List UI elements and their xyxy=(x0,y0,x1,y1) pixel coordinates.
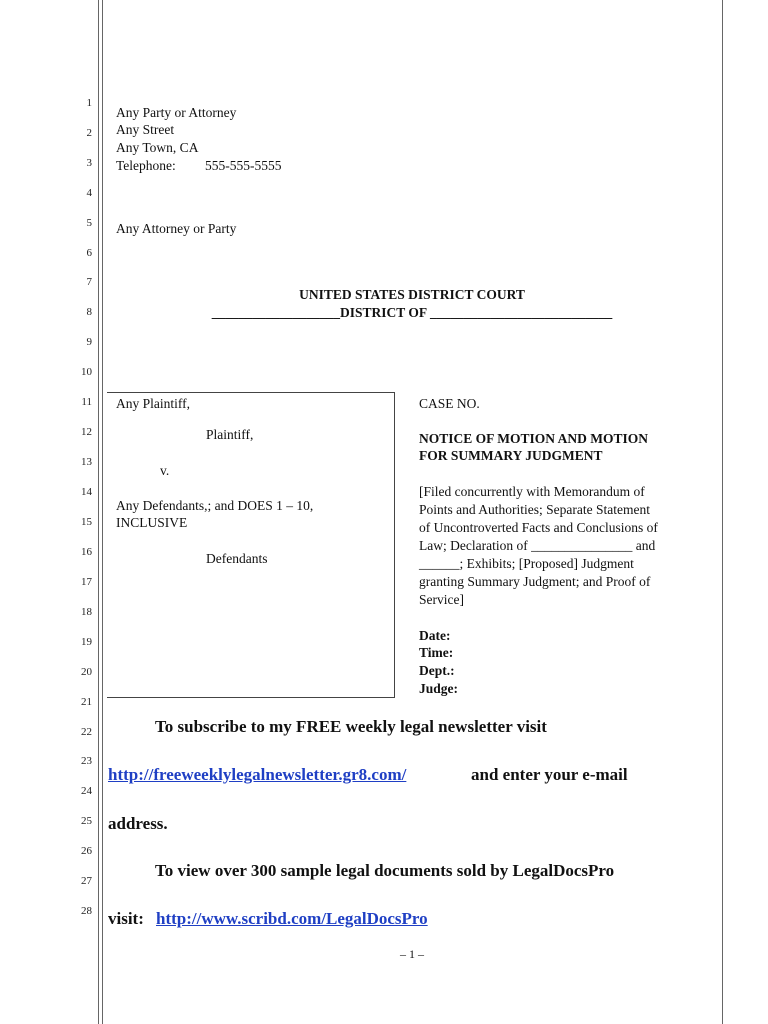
court-district: ___________________DISTRICT OF ___________________________ xyxy=(211,305,613,320)
filed-line: of Uncontroverted Facts and Conclusions of xyxy=(419,520,658,535)
line-number: 17 xyxy=(81,576,92,588)
party-name: Any Party or Attorney xyxy=(116,105,237,120)
visit-label: visit: xyxy=(108,909,144,928)
newsletter-promo-text: To subscribe to my FREE weekly legal newsletter visit xyxy=(155,717,547,736)
line-number: 8 xyxy=(86,306,92,318)
left-margin-rule-inner xyxy=(102,0,103,1024)
scribd-link[interactable]: http://www.scribd.com/LegalDocsPro xyxy=(156,909,428,928)
town-address: Any Town, CA xyxy=(116,140,199,155)
hearing-date-label: Date: xyxy=(419,628,451,643)
line-number: 18 xyxy=(81,606,92,618)
line-number: 26 xyxy=(81,845,92,857)
line-number: 25 xyxy=(81,815,92,827)
right-margin-rule xyxy=(722,0,723,1024)
newsletter-promo-suffix: and enter your e-mail xyxy=(471,765,628,784)
line-number: 21 xyxy=(81,696,92,708)
line-number: 28 xyxy=(81,905,92,917)
filed-line: granting Summary Judgment; and Proof of xyxy=(419,574,651,589)
left-margin-rule-outer xyxy=(98,0,99,1024)
hearing-judge-label: Judge: xyxy=(419,681,459,696)
line-number: 9 xyxy=(86,336,92,348)
plaintiff-name: Any Plaintiff, xyxy=(116,396,190,411)
defendants-line-1: Any Defendants,; and DOES 1 – 10, xyxy=(116,498,314,513)
newsletter-promo-end: address. xyxy=(108,814,168,833)
defendants-role: Defendants xyxy=(206,551,268,566)
case-number-label: CASE NO. xyxy=(419,396,480,411)
line-number: 23 xyxy=(81,755,92,767)
line-number: 22 xyxy=(81,726,92,738)
line-number: 14 xyxy=(81,486,92,498)
newsletter-link[interactable]: http://freeweeklylegalnewsletter.gr8.com/ xyxy=(108,765,407,784)
page-number: – 1 – xyxy=(400,947,424,961)
line-number: 2 xyxy=(86,127,92,139)
filed-line: Service] xyxy=(419,592,464,607)
filed-line: ______; Exhibits; [Proposed] Judgment xyxy=(419,556,634,571)
line-number: 5 xyxy=(86,217,92,229)
court-name: UNITED STATES DISTRICT COURT xyxy=(299,287,525,302)
versus-label: v. xyxy=(160,463,170,478)
telephone-label: Telephone: xyxy=(116,158,176,173)
telephone-value: 555-555-5555 xyxy=(205,158,282,173)
line-number: 24 xyxy=(81,785,92,797)
line-number: 15 xyxy=(81,516,92,528)
line-number: 20 xyxy=(81,666,92,678)
filed-line: Law; Declaration of _______________ and xyxy=(419,538,656,553)
line-number: 6 xyxy=(86,247,92,259)
line-number: 7 xyxy=(86,276,92,288)
line-number: 3 xyxy=(86,157,92,169)
filed-line: [Filed concurrently with Memorandum of xyxy=(419,484,645,499)
line-number: 11 xyxy=(81,396,92,408)
street-address: Any Street xyxy=(116,122,175,137)
line-number: 19 xyxy=(81,636,92,648)
documents-promo-text: To view over 300 sample legal documents sold by LegalDocsPro xyxy=(155,861,615,880)
plaintiff-role: Plaintiff, xyxy=(206,427,254,442)
motion-title-line-2: FOR SUMMARY JUDGMENT xyxy=(419,448,603,463)
hearing-time-label: Time: xyxy=(419,645,454,660)
line-number: 4 xyxy=(86,187,92,199)
line-number: 10 xyxy=(81,366,92,378)
line-number: 12 xyxy=(81,426,92,438)
line-number: 16 xyxy=(81,546,92,558)
motion-title-line-1: NOTICE OF MOTION AND MOTION xyxy=(419,431,649,446)
defendants-line-2: INCLUSIVE xyxy=(116,515,188,530)
hearing-dept-label: Dept.: xyxy=(419,663,455,678)
line-number: 1 xyxy=(86,97,92,109)
filed-line: Points and Authorities; Separate Statement xyxy=(419,502,650,517)
line-number: 13 xyxy=(81,456,92,468)
attorney-for: Any Attorney or Party xyxy=(116,221,237,236)
line-number: 27 xyxy=(81,875,92,887)
